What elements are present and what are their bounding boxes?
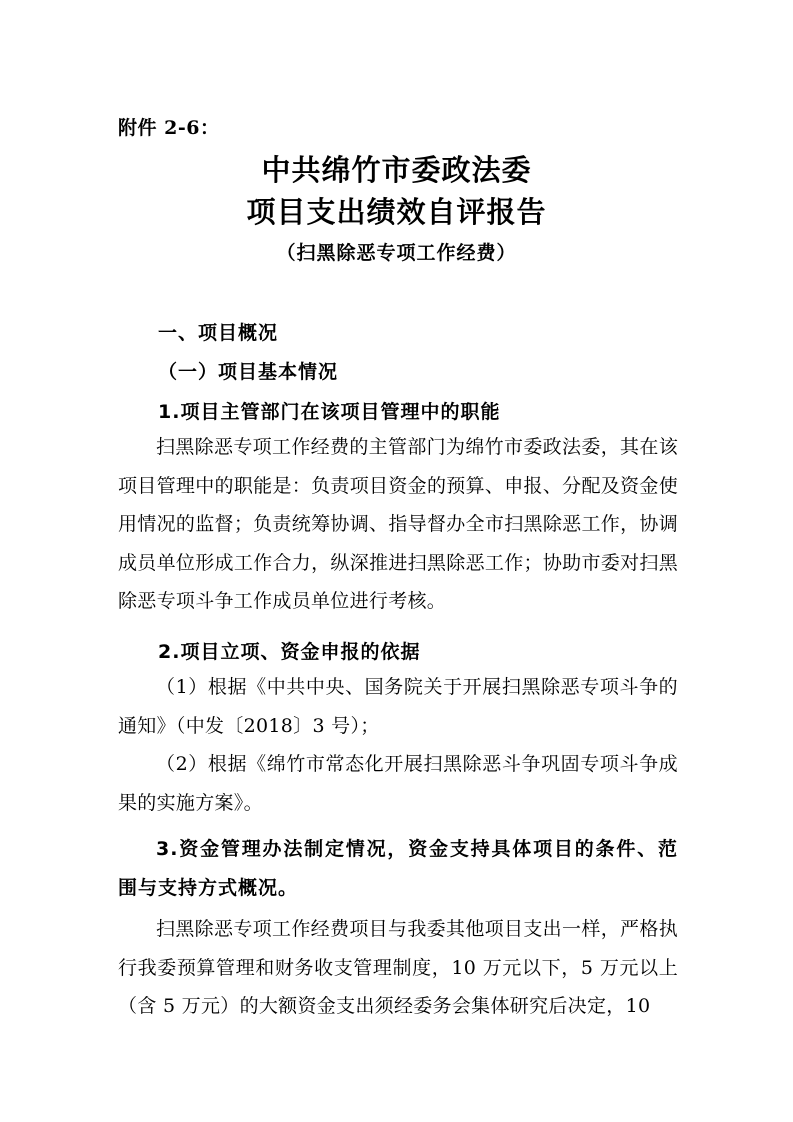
item2-basis-1: （1）根据《中共中央、国务院关于开展扫黑除恶专项斗争的通知》（中发〔2018〕3 号）； — [118, 676, 678, 737]
section-heading-overview: 一、项目概况 — [158, 322, 279, 344]
item3-paragraph: 扫黑除恶专项工作经费项目与我委其他项目支出一样，严格执行我委预算管理和财务收支管理制度，10 万元以下，5 万元以上（含 5 万元）的大额资金支出须经委务会集体研究后决定，10 — [118, 918, 678, 1017]
document-subtitle: （扫黑除恶专项工作经费） — [276, 242, 517, 264]
item2-basis-2: （2）根据《绵竹市常态化开展扫黑除恶斗争巩固专项斗争成果的实施方案》。 — [118, 753, 678, 814]
item1-paragraph: 扫黑除恶专项工作经费的主管部门为绵竹市委政法委，其在该项目管理中的职能是：负责项目资金的预算、申报、分配及资金使用情况的监督；负责统筹协调、指导督办全市扫黑除恶工作，协调成员单位形成工作合力，纵深推进扫黑除恶工作；协助市委对扫黑除恶专项斗争工作成员单位进行考核。 — [118, 436, 678, 612]
document-title-line2: 项目支出绩效自评报告 — [246, 195, 547, 229]
document-title-line1: 中共绵竹市委政法委 — [261, 153, 532, 187]
subsection-heading-basic-info: （一）项目基本情况 — [158, 361, 339, 383]
item2-heading: 2.项目立项、资金申报的依据 — [158, 641, 421, 663]
item1-heading: 1.项目主管部门在该项目管理中的职能 — [158, 401, 501, 423]
item3-heading: 3.资金管理办法制定情况，资金支持具体项目的条件、范围与支持方式概况。 — [118, 838, 678, 899]
attachment-label: 附件 2-6： — [118, 117, 220, 139]
